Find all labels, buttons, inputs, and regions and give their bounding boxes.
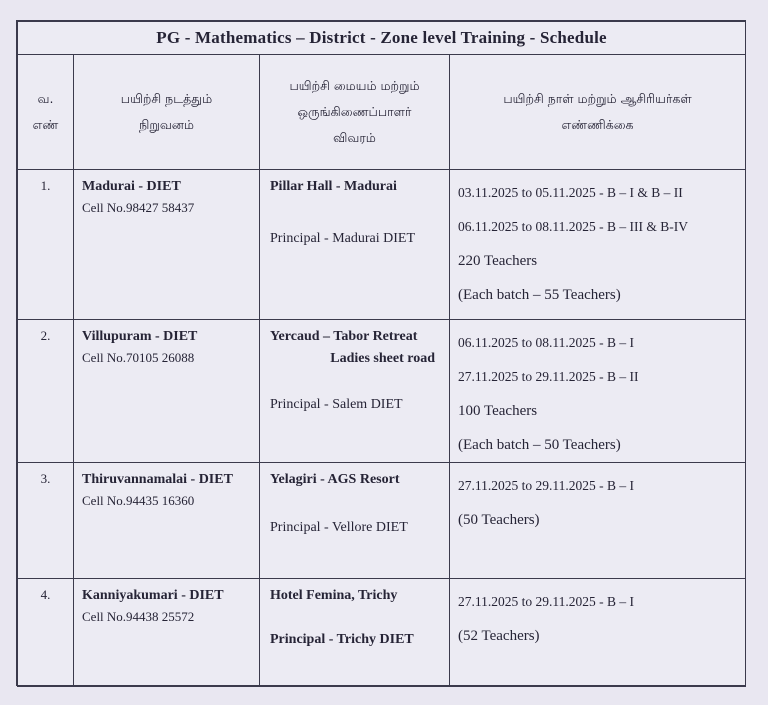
- row-centre: [260, 579, 450, 687]
- schedule-date: 27.11.2025 to 29.11.2025 - B – II: [458, 369, 639, 384]
- header-institution-line2: நிறுவனம்: [139, 117, 194, 132]
- page-title: PG - Mathematics – District - Zone level Training - Schedule: [18, 22, 746, 55]
- institution-name: Madurai - DIET: [82, 179, 181, 194]
- header-institution: [74, 55, 260, 170]
- centre-principal: Principal - Madurai DIET: [270, 231, 416, 246]
- institution-cell: Cell No.94438 25572: [82, 609, 195, 624]
- schedule-date: 06.11.2025 to 08.11.2025 - B – III & B-IV: [458, 219, 688, 234]
- schedule-teachers: 220 Teachers: [458, 253, 538, 269]
- institution-cell: Cell No.94435 16360: [82, 493, 195, 508]
- header-sno-line1: வ.: [37, 91, 54, 106]
- row-institution: [74, 320, 260, 463]
- schedule-date: 03.11.2025 to 05.11.2025 - B – I & B – II: [458, 185, 683, 200]
- schedule-teachers: (50 Teachers): [458, 512, 540, 528]
- header-schedule-line2: எண்ணிக்கை: [561, 117, 634, 132]
- centre-principal: Principal - Salem DIET: [270, 397, 403, 412]
- row-institution: [74, 170, 260, 320]
- row-schedule: [450, 579, 746, 687]
- row-schedule: [450, 320, 746, 463]
- row-schedule: [450, 170, 746, 320]
- schedule-sheet: [16, 20, 746, 686]
- header-institution-line1: பயிற்சி நடத்தும்: [120, 91, 213, 106]
- schedule-date: 27.11.2025 to 29.11.2025 - B – I: [458, 478, 634, 493]
- row-sno: 3.: [18, 463, 74, 579]
- institution-name: Thiruvannamalai - DIET: [82, 472, 233, 487]
- schedule-table: [17, 21, 746, 687]
- centre-principal: Principal - Vellore DIET: [270, 520, 408, 535]
- institution-cell: Cell No.98427 58437: [82, 200, 195, 215]
- row-institution: [74, 463, 260, 579]
- institution-cell: Cell No.70105 26088: [82, 350, 195, 365]
- schedule-teachers: (52 Teachers): [458, 628, 540, 644]
- header-centre-line2: ஒருங்கிணைப்பாளர்: [297, 104, 412, 119]
- centre-principal: Principal - Trichy DIET: [270, 632, 414, 647]
- centre-name: Yercaud – Tabor Retreat: [270, 329, 418, 344]
- header-centre-line3: விவரம்: [333, 130, 376, 145]
- table-row: [18, 463, 746, 579]
- header-centre-line1: பயிற்சி மையம் மற்றும்: [289, 78, 420, 93]
- table-row: [18, 170, 746, 320]
- header-sno: [18, 55, 74, 170]
- table-row: [18, 579, 746, 687]
- header-centre: [260, 55, 450, 170]
- schedule-date: 06.11.2025 to 08.11.2025 - B – I: [458, 335, 634, 350]
- row-sno: 2.: [18, 320, 74, 463]
- row-institution: [74, 579, 260, 687]
- institution-name: Villupuram - DIET: [82, 329, 198, 344]
- centre-name: Pillar Hall - Madurai: [270, 179, 397, 194]
- row-sno: 4.: [18, 579, 74, 687]
- centre-name: Yelagiri - AGS Resort: [270, 472, 400, 487]
- row-centre: [260, 463, 450, 579]
- schedule-date: 27.11.2025 to 29.11.2025 - B – I: [458, 594, 634, 609]
- centre-address: Ladies sheet road: [330, 351, 435, 366]
- header-sno-line2: எண்: [32, 117, 59, 132]
- institution-name: Kanniyakumari - DIET: [82, 588, 224, 603]
- schedule-teachers: 100 Teachers: [458, 403, 538, 419]
- row-centre: [260, 170, 450, 320]
- schedule-batch: (Each batch – 55 Teachers): [458, 287, 621, 303]
- header-schedule: [450, 55, 746, 170]
- row-sno: 1.: [18, 170, 74, 320]
- centre-name: Hotel Femina, Trichy: [270, 588, 398, 603]
- header-schedule-line1: பயிற்சி நாள் மற்றும் ஆசிரியர்கள்: [503, 91, 692, 106]
- schedule-batch: (Each batch – 50 Teachers): [458, 437, 621, 453]
- table-row: [18, 320, 746, 463]
- row-centre: [260, 320, 450, 463]
- row-schedule: [450, 463, 746, 579]
